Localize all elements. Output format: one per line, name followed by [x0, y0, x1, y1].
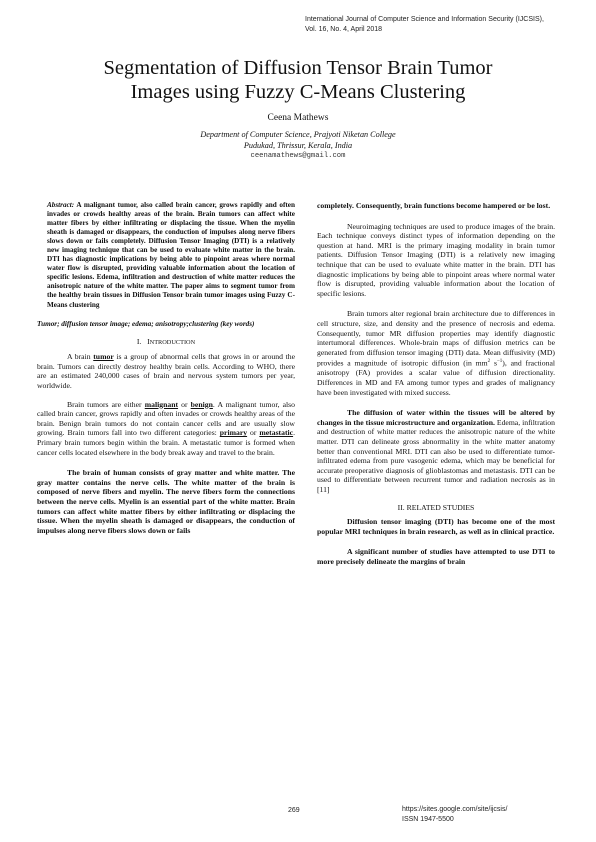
right-column [317, 201, 555, 567]
tumor-link[interactable]: tumor [93, 352, 114, 362]
intro-paragraph-3: The brain of human consists of gray matter and white matter. The gray matter contains the nerve cells. The white matter of the brain is composed of nerve fibers and myelin. The nerve fibers form the connections between the nerve cells. Myelin is an essential part of the white matter. Brain tumors can affect white matter fibers by either infiltrating or displacing the tissue. When the myelin sheath is damaged or disappears, the conduction of impulses along nerve fibers slows down or fails [37, 468, 295, 535]
intro-paragraph-2: Brain tumors are either malignant or benign. A malignant tumor, also called brain cancer, grows rapidly and often invades or crowds healthy areas of the brain. Benign brain tumors do not contain cancer cells and are usually slow growing. Brain tumors fall into two different categories: primary or metastatic. Primary brain tumors begin within the brain. A metastatic tumor is formed when cancer cells located elsewhere in the body break away and travel to the brain. [37, 399, 295, 457]
paper-title [40, 56, 556, 104]
affiliation-place: Pudukad, Thrissur, Kerala, India [243, 140, 353, 150]
title-line-1: Segmentation of Diffusion Tensor Brain Tumor [103, 57, 493, 79]
journal-header [305, 15, 565, 34]
right-paragraph-1: completely. Consequently, brain functions become hampered or be lost. [317, 201, 551, 210]
author-affiliation [0, 130, 596, 152]
benign-link[interactable]: benign [190, 399, 213, 409]
primary-link[interactable]: primary [219, 428, 248, 438]
right-paragraph-3: Brain tumors alter regional brain architecture due to differences in cell structure, size, and density and the presence of necrosis and edema. Consequently, tumor MR diffusion properties may identify diagnostic intertumoral differences. Whole-brain maps of diffusion metrics can be generated from diffusion tensor imaging (DTI) data. Mean diffusivity (MD) provides a magnitude of isotropic diffusion (in $mm^2$ $s^{-1}$), and fractional anisotropy (FA) provides a scalar value of diffusion directionality. Differences in MD and FA among tumor types and grades of malignancy have been investigated with mixed success. [317, 309, 555, 397]
footer-issn: ISSN 1947-5500 [402, 815, 454, 823]
right-paragraph-4: The diffusion of water within the tissues will be altered by changes in the tissue microstructure and organization. Edema, infiltration and destruction of white matter reduces the anisotropic nature of the white matter. DTI can delineate gross abnormality in the white matter anatomy better than conventional MRI. DTI can also be used to differentiate tumor-infiltrated edema from pure vasogenic edema, which may be beneficial for accurate preoperative diagnosis of glioblastomas and metastasis. DTI can be used to differentiate between recurrent tumor and radiation necrosis as in [11] [317, 408, 555, 494]
abstract-label: Abstract: [47, 201, 75, 209]
journal-volume: Vol. 16, No. 4, April 2018 [305, 25, 383, 33]
keywords: Tumor; diffusion tensor image; edema; anisotropy;clustering (key words) [37, 319, 255, 328]
metastatic-link[interactable]: metastatic [259, 428, 294, 438]
affiliation-dept: Department of Computer Science, Prajyoti Niketan College [200, 130, 396, 139]
author-name: Ceena Mathews [267, 113, 329, 123]
page-number: 269 [288, 807, 300, 814]
footer-info [402, 805, 507, 824]
related-paragraph-1: Diffusion tensor imaging (DTI) has become one of the most popular MRI techniques in brain research, as well as in clinical practice. [317, 517, 555, 536]
section-heading-introduction: I. INTRODUCTION [136, 336, 196, 346]
abstract [37, 201, 295, 310]
related-paragraph-2: A significant number of studies have attempted to use DTI to more precisely delineate the margins of brain [317, 547, 555, 566]
left-column [37, 201, 295, 535]
journal-name: International Journal of Computer Science and Information Security (IJCSIS), [305, 16, 544, 23]
intro-paragraph-1: A brain tumor is a group of abnormal cells that grows in or around the brain. Tumors can directly destroy healthy brain cells. According to WHO, there are an estimated 240,000 cases of brain and nervous system tumors per year, worldwide. [37, 352, 295, 390]
malignant-link[interactable]: malignant [144, 399, 179, 409]
author-email: ceenamathews@gmail.com [250, 152, 346, 160]
footer-url[interactable]: https://sites.google.com/site/ijcsis/ [402, 806, 508, 813]
title-line-2: Images using Fuzzy C-Means Clustering [130, 81, 466, 103]
right-paragraph-2: Neuroimaging techniques are used to produce images of the brain. Each technique conveys distinct types of information depending on the question at hand. MRI is the primary imaging modality in brain tumor patients. Diffusion Tensor Imaging (DTI) is a relatively new imaging technique that can be used to evaluate white matter in the brain. DTI has diagnostic implications by being able to pinpoint areas where normal water flow is disrupted, providing valuable information about the location of specific lesions. [317, 221, 555, 298]
section-heading-related-studies: II. RELATED STUDIES [397, 502, 475, 512]
abstract-text: A malignant tumor, also called brain cancer, grows rapidly and often invades or crowds healthy areas of the brain. Brain tumors can affect white matter fibers by either infiltrating or displacing the tissue. When the myelin sheath is damaged or disappears, the conduction of impulses along nerve fibers slows down or fails completely. Diffusion Tensor Imaging (DTI) is a relatively new imaging technique that can be used to evaluate white matter in the brain. DTI has diagnostic implications by being able to pinpoint areas where normal water flow is disrupted, providing valuable information about the location of specific lesions. Edema, infiltration and destruction of white matter reduces the anisotropic nature of the white matter. The paper aims to segment tumor from the healthy brain tissues in Diffusion Tensor brain tumor images using Fuzzy C-Means clustering [47, 201, 295, 309]
